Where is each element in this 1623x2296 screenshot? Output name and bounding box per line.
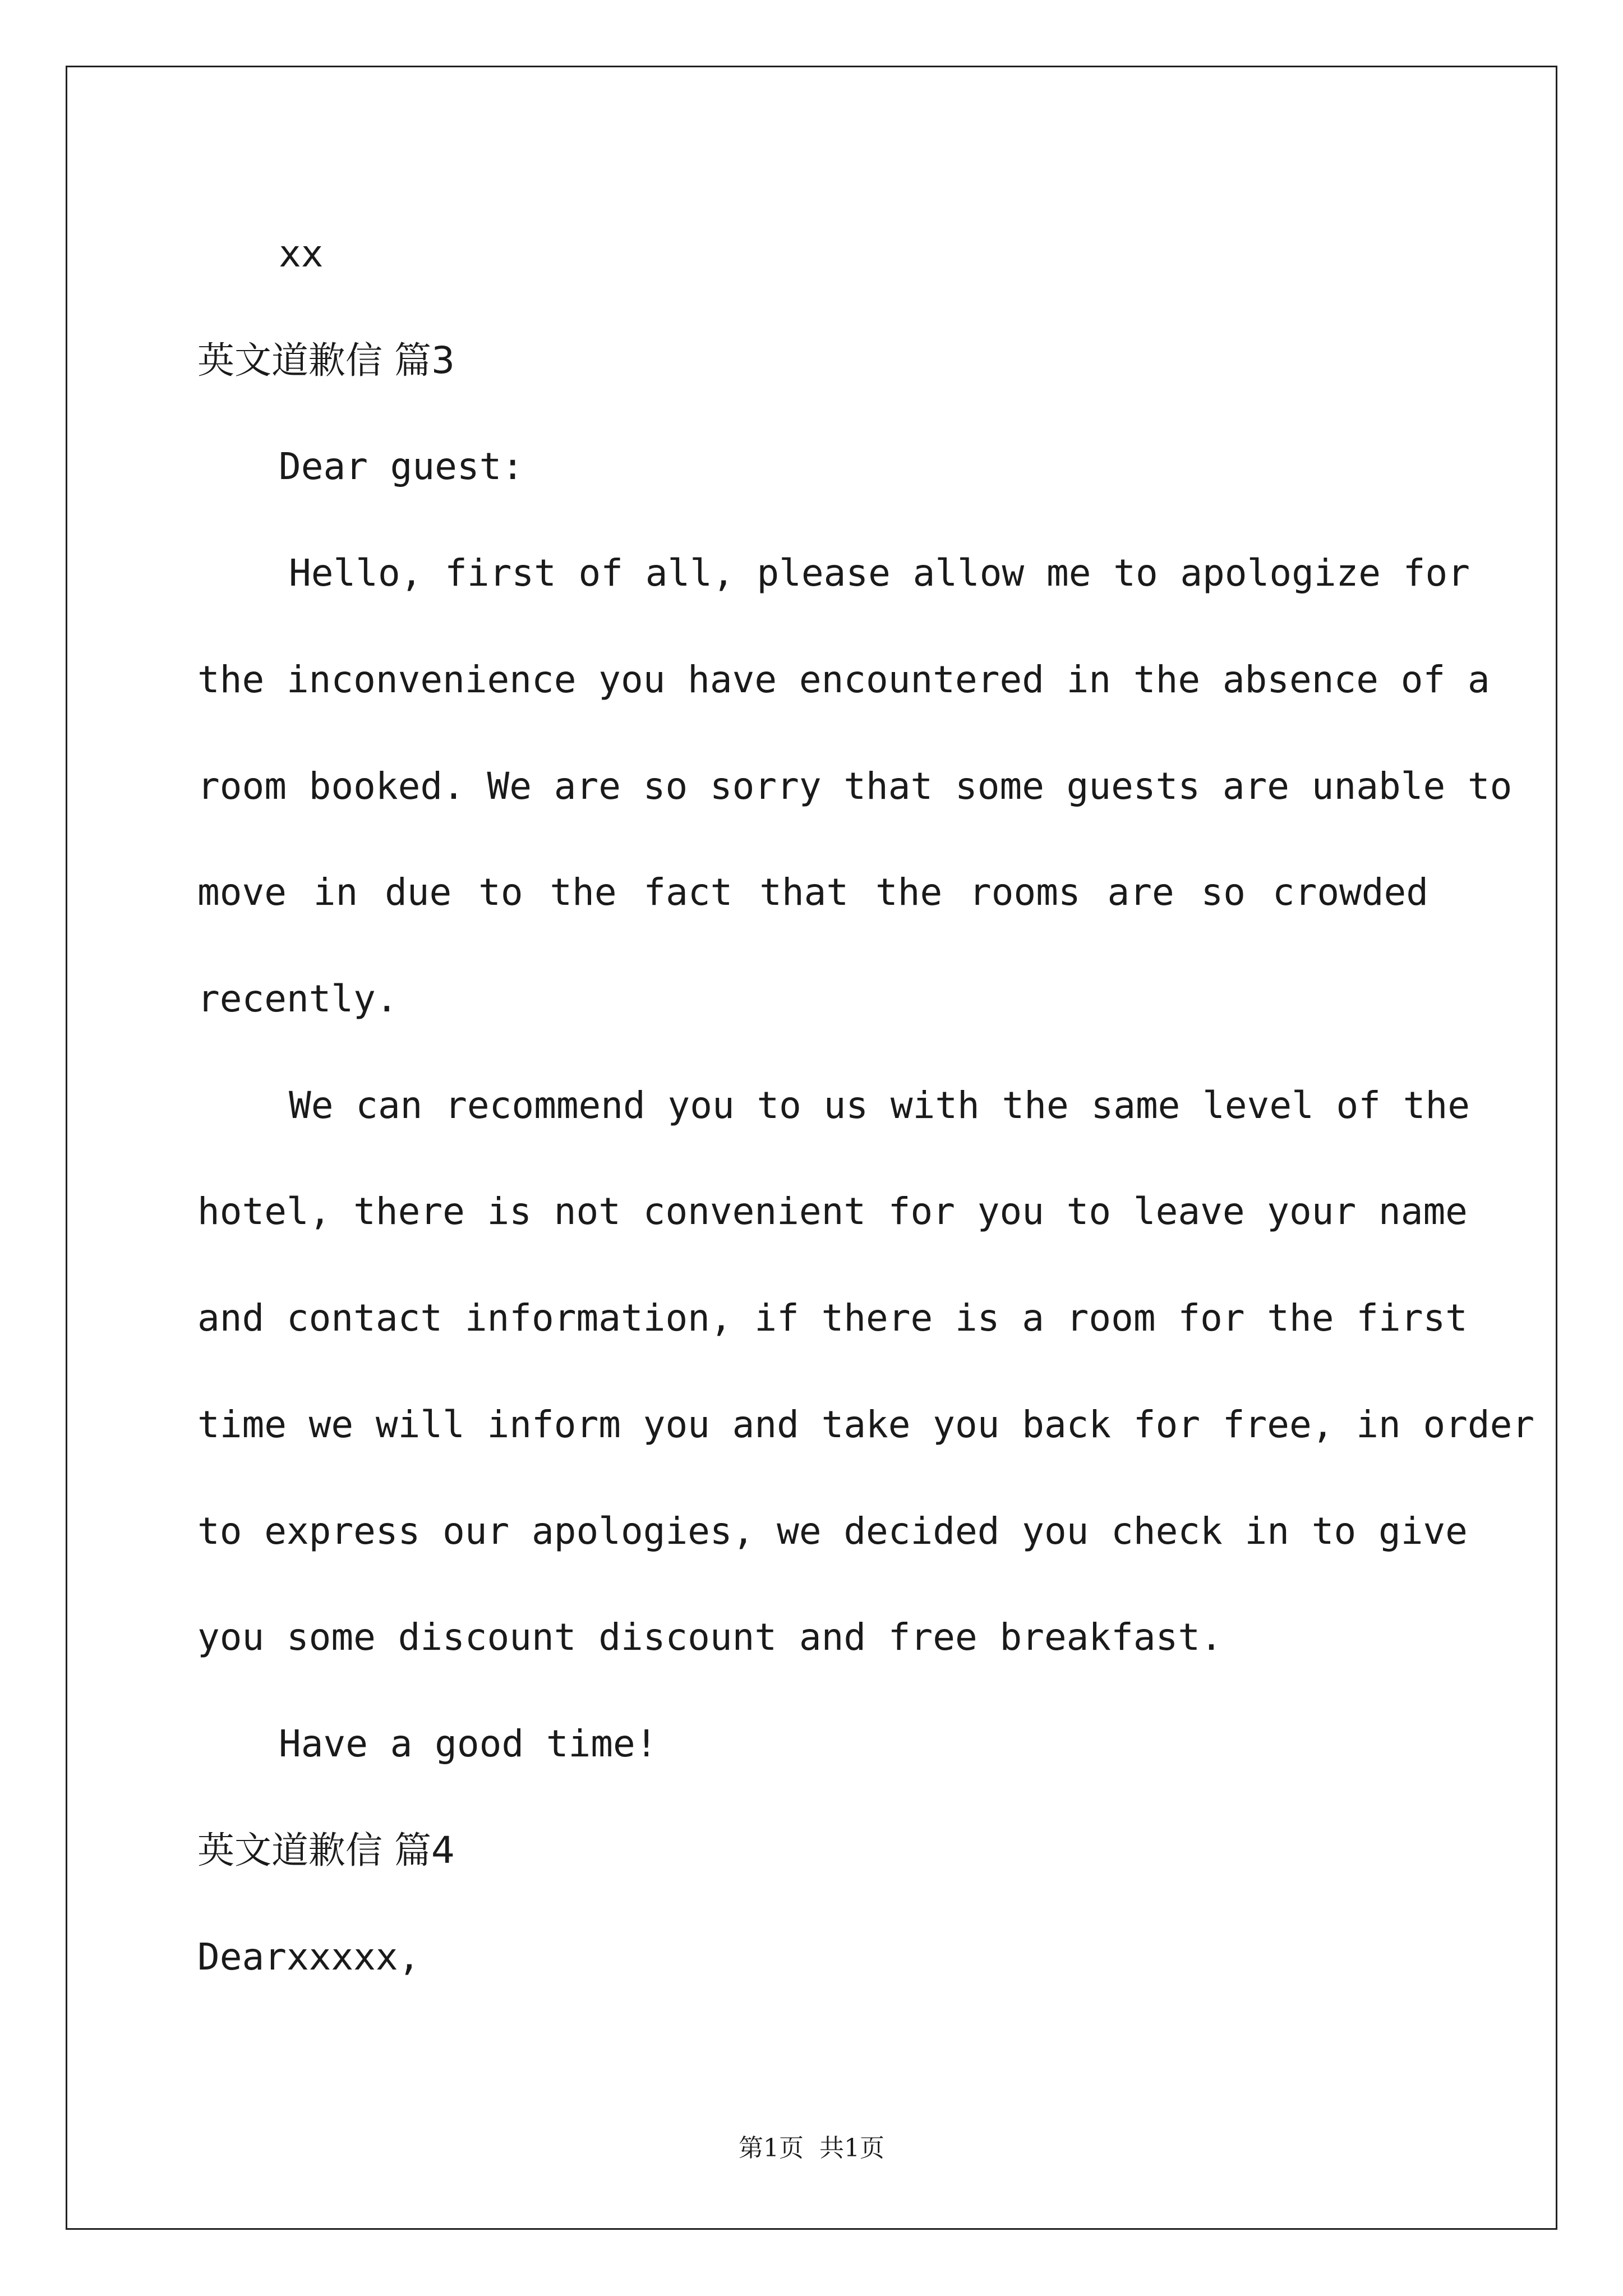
paragraph-line: recently.	[197, 977, 398, 1020]
paragraph-line: and contact information, if there is a room for the first	[197, 1296, 1468, 1340]
paragraph-line: room booked. We are so sorry that some guests are unable to	[197, 765, 1513, 808]
greeting-dear-guest: Dear guest:	[279, 445, 524, 488]
paragraph-line: move in due to the fact that the rooms are so crowded	[197, 871, 1428, 914]
page-footer	[0, 2133, 1623, 2164]
paragraph-line: time we will inform you and take you back for free, in order	[197, 1403, 1535, 1446]
paragraph-line: you some discount discount and free breakfast.	[197, 1616, 1223, 1659]
heading-letter-4: 英文道歉信 篇4	[197, 1829, 455, 1872]
page-total: 共1页	[819, 2134, 884, 2162]
page-number: 第1页	[739, 2134, 804, 2162]
paragraph-line: to express our apologies, we decided you check in to give	[197, 1510, 1468, 1553]
paragraph-line: hotel, there is not convenient for you to leave your name	[197, 1190, 1468, 1233]
greeting-dear: Dearxxxxx,	[197, 1935, 421, 1978]
pre-text: xx	[279, 232, 324, 275]
closing-line: Have a good time!	[279, 1722, 658, 1765]
paragraph-line: the inconvenience you have encountered in the absence of a	[197, 658, 1490, 701]
page-border	[66, 66, 1557, 2230]
paragraph-line: Hello, first of all, please allow me to apologize for	[289, 551, 1470, 595]
paragraph-line: We can recommend you to us with the same level of the	[289, 1084, 1470, 1127]
heading-letter-3: 英文道歉信 篇3	[197, 339, 455, 382]
